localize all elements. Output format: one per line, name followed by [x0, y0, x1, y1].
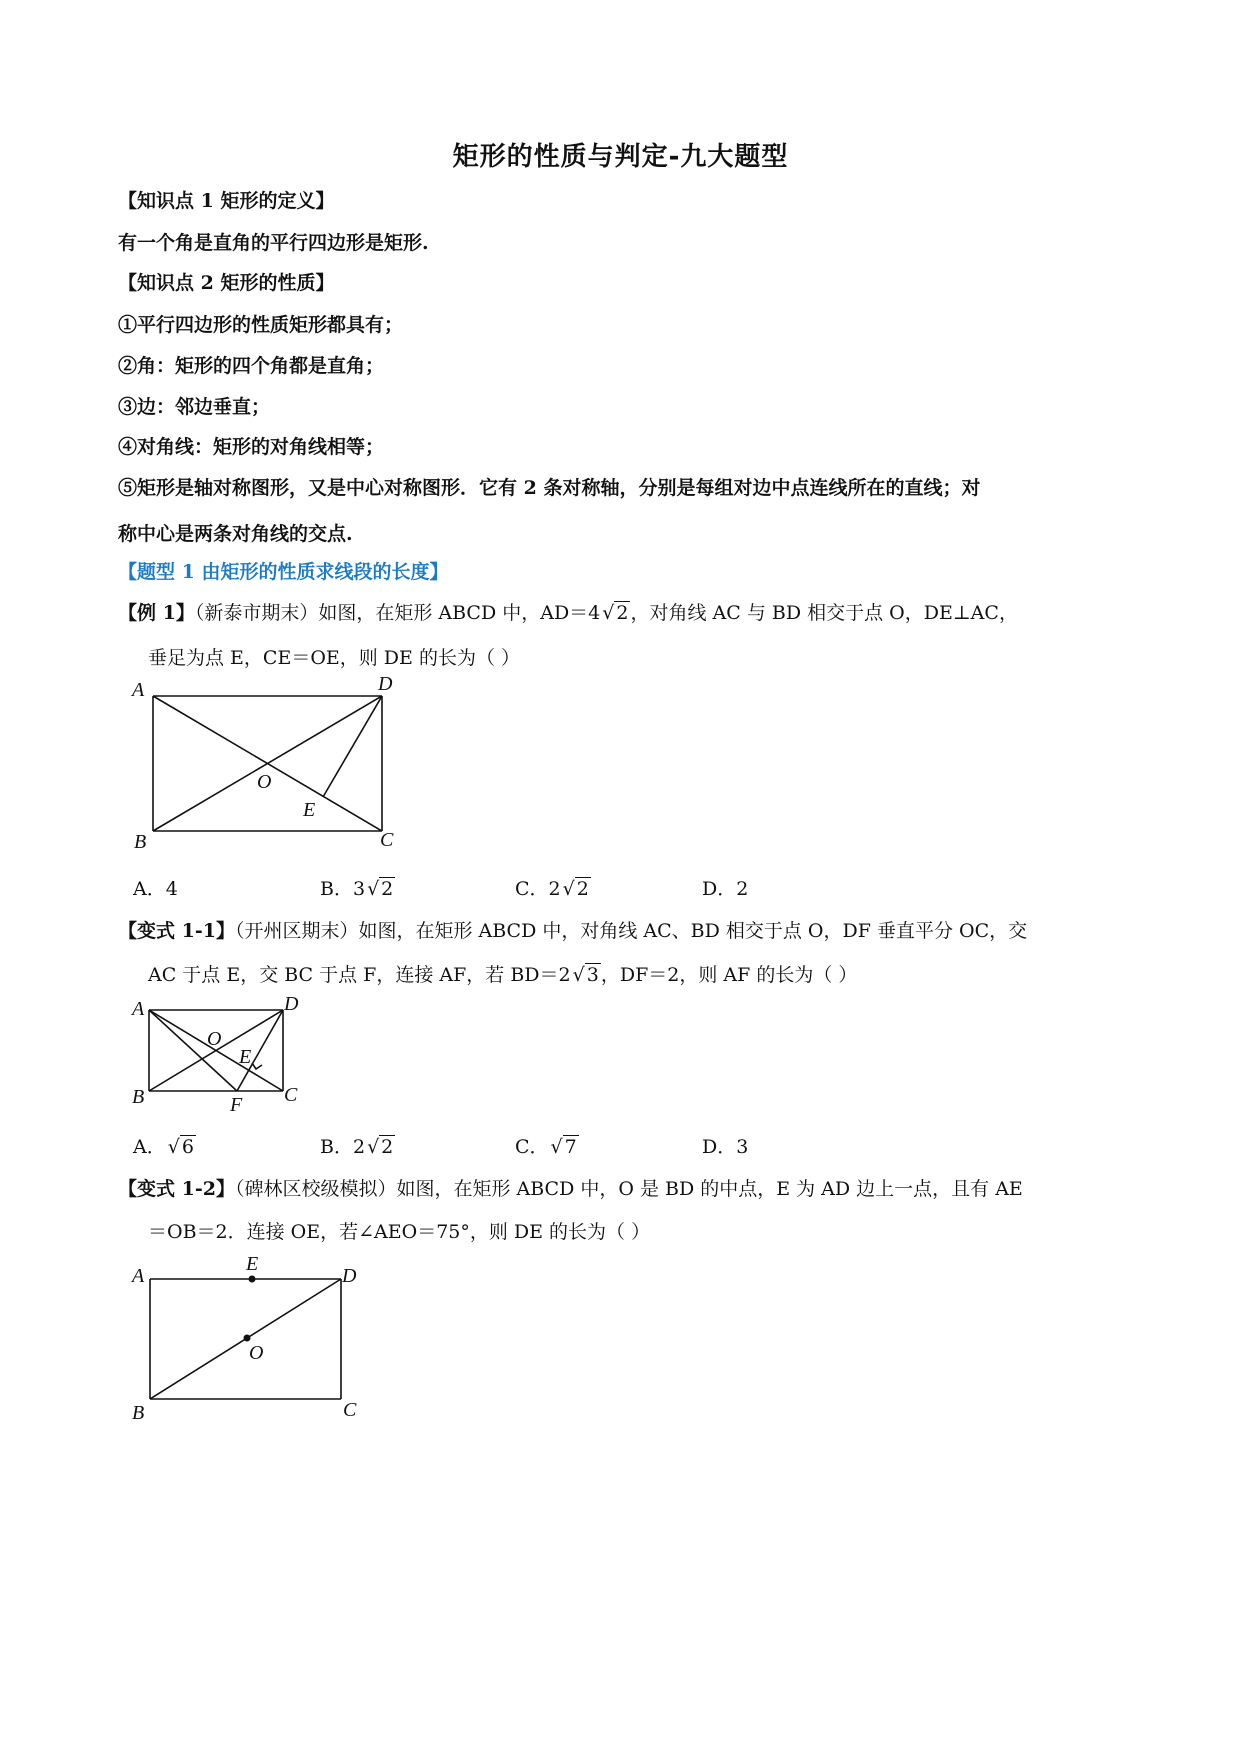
point-label: O [207, 1028, 222, 1050]
variant-1-2-line-2: ＝OB＝2．连接 OE，若∠AEO＝75°，则 DE 的长为（ ） [148, 1221, 651, 1243]
page-title: 矩形的性质与判定-九大题型 [452, 142, 789, 172]
point-label: C [343, 1399, 357, 1421]
example-1-figure [120, 673, 420, 856]
point-label: B [132, 1086, 145, 1108]
choice-a: A． √ 6 [133, 1136, 194, 1158]
example-1-line-2: 垂足为点 E，CE＝OE，则 DE 的长为（ ） [148, 647, 520, 669]
example-1-line-1 [118, 598, 1128, 625]
type-1-heading: 【题型 1 由矩形的性质求线段的长度】 [118, 561, 449, 583]
point-label: B [132, 1402, 145, 1424]
point-label: C [284, 1084, 298, 1106]
point-label: A [132, 1265, 145, 1287]
knowledge-2-item: ⑤矩形是轴对称图形，又是中心对称图形．它有 2 条对称轴，分别是每组对边中点连线所在的直线；对 [118, 477, 981, 499]
point-label: B [134, 831, 147, 853]
variant-1-2-label: 【变式 1-2】 [118, 1178, 235, 1200]
variant-1-1-line-2: AC 于点 E，交 BC 于点 F，连接 AF，若 BD＝2 √ 3 ，DF＝2，则 AF 的长为（ ） [148, 964, 858, 986]
choice-b: B．3 √ 2 [320, 878, 394, 900]
point-label: O [257, 771, 272, 793]
point-label: A [132, 679, 145, 701]
choice-d: D．3 [702, 1136, 749, 1158]
example-1-text-post: ，对角线 AC 与 BD 相交于点 O，DE⊥AC， [630, 602, 1018, 624]
example-1-text-pre: （新泰市期末）如图，在矩形 ABCD 中，AD＝4 [194, 602, 601, 624]
point-label: C [380, 829, 394, 851]
variant-1-1-figure [120, 992, 320, 1122]
point-label: E [239, 1046, 252, 1068]
knowledge-2-item: ②角：矩形的四个角都是直角； [118, 355, 385, 377]
point-label: O [249, 1342, 264, 1364]
variant-1-1-line-1: 【变式 1-1】（开州区期末）如图，在矩形 ABCD 中，对角线 AC、BD 相交于点 O，DF 垂直平分 OC，交 [118, 920, 1028, 942]
knowledge-2-heading: 【知识点 2 矩形的性质】 [118, 272, 335, 294]
point-label: A [132, 998, 145, 1020]
knowledge-1-heading: 【知识点 1 矩形的定义】 [118, 190, 335, 212]
sqrt-symbol: √ 3 [572, 964, 599, 986]
knowledge-2-item: 称中心是两条对角线的交点. [118, 523, 353, 545]
knowledge-1-text: 有一个角是直角的平行四边形是矩形. [118, 232, 429, 254]
choice-b: B．2 √ 2 [320, 1136, 394, 1158]
knowledge-2-item: ①平行四边形的性质矩形都具有； [118, 314, 404, 336]
point-e-dot [249, 1276, 256, 1283]
point-label: D [284, 993, 299, 1015]
example-1-label: 【例 1】 [118, 602, 195, 624]
choice-a: A．4 [133, 878, 178, 900]
choice-d: D．2 [702, 878, 749, 900]
choice-c: C．2 √ 2 [515, 878, 589, 900]
variant-1-2-figure [120, 1252, 380, 1432]
point-label: E [246, 1253, 259, 1275]
knowledge-2-item: ③边：邻边垂直； [118, 396, 271, 418]
point-label: F [230, 1094, 243, 1116]
variant-1-2-line-1: 【变式 1-2】（碑林区校级模拟）如图，在矩形 ABCD 中，O 是 BD 的中点，E 为 AD 边上一点，且有 AE [118, 1178, 1023, 1200]
variant-1-1-label: 【变式 1-1】 [118, 920, 235, 942]
point-label: D [342, 1265, 357, 1287]
point-label: E [303, 799, 316, 821]
choice-c: C． √ 7 [515, 1136, 577, 1158]
sqrt-symbol: √ 2 [602, 602, 629, 624]
point-label: D [378, 673, 393, 695]
knowledge-2-item: ④对角线：矩形的对角线相等； [118, 436, 385, 458]
point-o-dot [244, 1335, 251, 1342]
